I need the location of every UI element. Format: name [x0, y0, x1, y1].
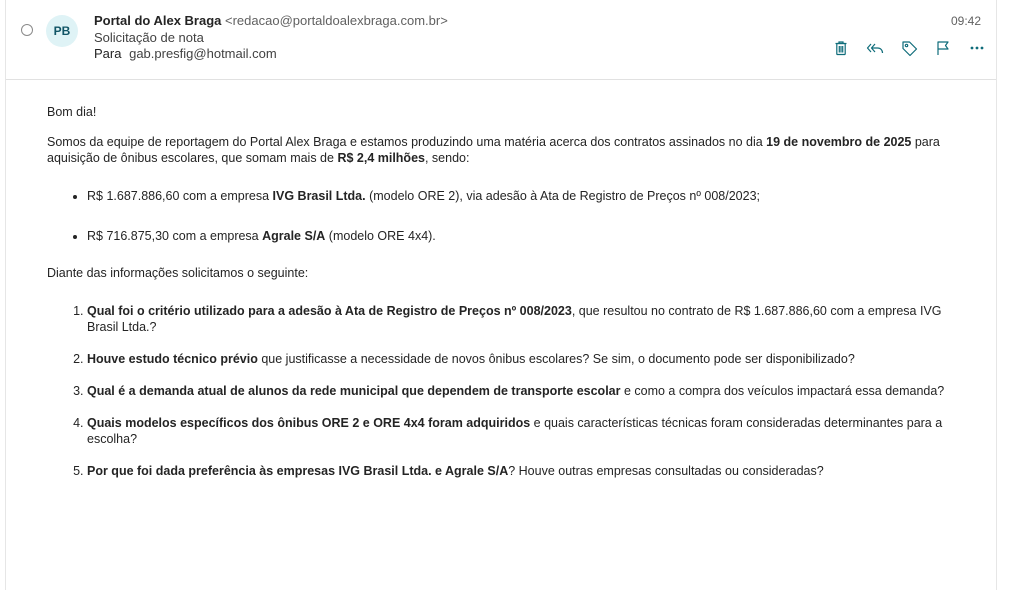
question-text: ? Houve outras empresas consultadas ou consideradas?	[508, 464, 824, 478]
question-bold: Qual é a demanda atual de alunos da rede municipal que dependem de transporte escolar	[87, 384, 621, 398]
intro-text: para aquisição de ônibus escolares, que somam mais de	[47, 135, 940, 165]
item-company: Agrale S/A	[262, 229, 326, 243]
timestamp: 09:42	[950, 14, 981, 28]
list-item	[87, 228, 967, 244]
reply-all-button[interactable]	[858, 37, 892, 59]
list-item	[87, 303, 967, 335]
question-bold: Qual foi o critério utilizado para a adesão à Ata de Registro de Preços nº 008/2023	[87, 304, 572, 318]
question-bold: Houve estudo técnico prévio	[87, 352, 258, 366]
select-radio[interactable]	[21, 24, 33, 36]
list-item	[87, 415, 967, 447]
intro-text: Somos da equipe de reportagem do Portal Alex Braga e estamos produzindo uma matéria acerca dos contratos assinados no dia	[47, 135, 767, 149]
subject: Solicitação de nota	[94, 30, 204, 45]
item-text: R$ 716.875,30 com a empresa	[87, 229, 263, 243]
flag-button[interactable]	[926, 37, 960, 59]
question-list	[47, 303, 967, 479]
question-text: e como a compra dos veículos impactará essa demanda?	[620, 384, 945, 398]
intro-paragraph	[47, 134, 967, 166]
greeting: Bom dia!	[47, 105, 97, 119]
question-text: e quais características técnicas foram consideradas determinantes para a escolha?	[87, 416, 943, 446]
item-company: IVG Brasil Ltda.	[272, 189, 366, 203]
contract-list	[47, 188, 967, 244]
list-item	[87, 188, 967, 204]
more-icon	[969, 40, 985, 56]
message-body	[47, 104, 967, 495]
avatar[interactable]: PB	[46, 15, 78, 47]
reading-pane	[5, 0, 997, 590]
message-actions	[824, 37, 994, 59]
question-bold: Quais modelos específicos dos ônibus ORE 2 e ORE 4x4 foram adquiridos	[87, 416, 531, 430]
sender-name[interactable]: Portal do Alex Braga	[94, 13, 222, 28]
reply-all-icon	[866, 40, 884, 56]
more-options-button[interactable]	[960, 37, 994, 59]
item-text: (modelo ORE 4x4).	[325, 229, 436, 243]
sender-email[interactable]: <redacao@portaldoalexbraga.com.br>	[225, 13, 448, 28]
message-header	[6, 0, 996, 80]
sender-line	[94, 13, 448, 28]
question-bold: Por que foi dada preferência às empresas IVG Brasil Ltda. e Agrale S/A	[87, 464, 509, 478]
request-intro: Diante das informações solicitamos o seguinte:	[47, 266, 309, 280]
tag-icon	[901, 40, 918, 57]
list-item	[87, 351, 967, 367]
recipient-address[interactable]: gab.presfig@hotmail.com	[129, 46, 277, 61]
list-item	[87, 383, 967, 399]
list-item	[87, 463, 967, 479]
item-text: R$ 1.687.886,60 com a empresa	[87, 189, 273, 203]
intro-date: 19 de novembro de 2025	[766, 135, 912, 149]
trash-icon	[833, 40, 849, 56]
tag-button[interactable]	[892, 37, 926, 59]
intro-text: , sendo:	[424, 151, 470, 165]
question-text: , que resultou no contrato de R$ 1.687.886,60 com a empresa IVG Brasil Ltda.?	[87, 304, 942, 334]
recipient-line	[94, 46, 277, 61]
question-text: que justificasse a necessidade de novos ônibus escolares? Se sim, o documento pode ser disponibilizado?	[257, 352, 855, 366]
to-label: Para	[94, 46, 122, 61]
delete-button[interactable]	[824, 37, 858, 59]
flag-icon	[935, 40, 951, 56]
intro-amount: R$ 2,4 milhões	[337, 151, 425, 165]
item-text: (modelo ORE 2), via adesão à Ata de Registro de Preços nº 008/2023;	[365, 189, 761, 203]
